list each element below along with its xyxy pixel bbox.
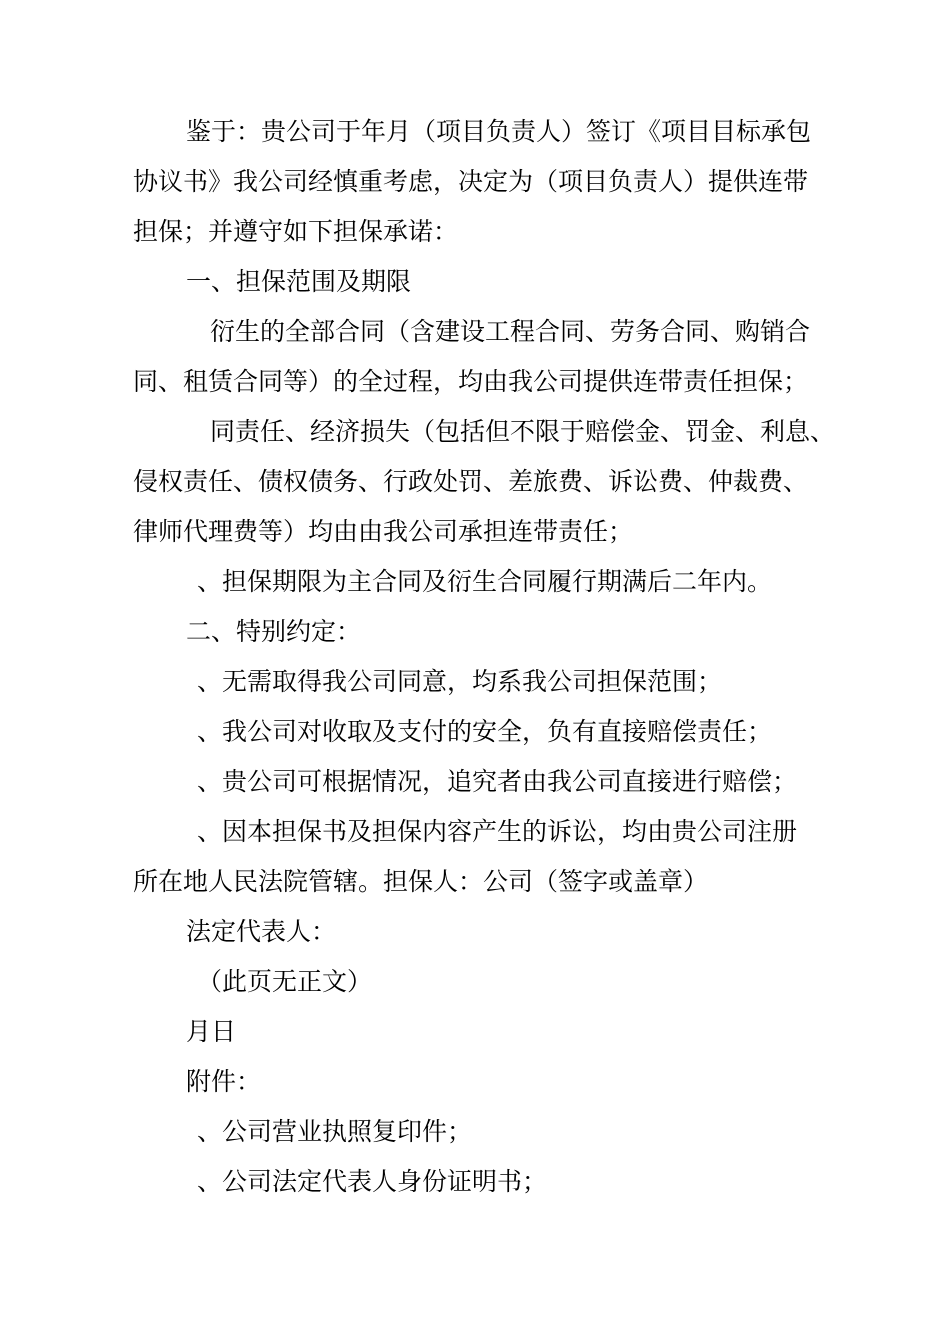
list-item-4: 、因本担保书及担保内容产生的诉讼，均由贵公司注册	[197, 817, 798, 846]
paragraph-line-4: 衍生的全部合同（含建设工程合同、劳务合同、购销合	[210, 317, 811, 346]
list-item-4-continued: 所在地人民法院管辖。担保人：公司（签字或盖章）	[133, 867, 709, 896]
paragraph-line-5: 同、租赁合同等）的全过程，均由我公司提供连带责任担保；	[133, 367, 809, 396]
no-text-note: （此页无正文）	[197, 967, 373, 996]
paragraph-line-8: 律师代理费等）均由由我公司承担连带责任；	[133, 517, 634, 546]
paragraph-line-7: 侵权责任、债权债务、行政处罚、差旅费、诉讼费、仲裁费、	[133, 467, 809, 496]
date-label: 月日	[186, 1017, 237, 1046]
attachment-item-2: 、公司法定代表人身份证明书；	[197, 1167, 548, 1196]
attachment-item-1: 、公司营业执照复印件；	[197, 1117, 473, 1146]
list-item-1: 、无需取得我公司同意，均系我公司担保范围；	[197, 667, 723, 696]
paragraph-line-9: 、担保期限为主合同及衍生合同履行期满后二年内。	[197, 567, 773, 596]
section-heading-2: 二、特别约定：	[186, 617, 362, 646]
attachments-heading: 附件：	[186, 1067, 262, 1096]
paragraph-line-6: 同责任、经济损失（包括但不限于赔偿金、罚金、利息、	[210, 417, 836, 446]
list-item-2: 、我公司对收取及支付的安全，负有直接赔偿责任；	[197, 717, 773, 746]
paragraph-line-3: 担保；并遵守如下担保承诺：	[133, 217, 459, 246]
list-item-3: 、贵公司可根据情况，追究者由我公司直接进行赔偿；	[197, 767, 798, 796]
section-heading-1: 一、担保范围及期限	[186, 267, 412, 296]
paragraph-line-1: 鉴于：贵公司于年月（项目负责人）签订《项目目标承包	[186, 117, 812, 146]
paragraph-line-2: 协议书》我公司经慎重考虑，决定为（项目负责人）提供连带	[133, 167, 809, 196]
legal-representative-label: 法定代表人：	[186, 917, 337, 946]
